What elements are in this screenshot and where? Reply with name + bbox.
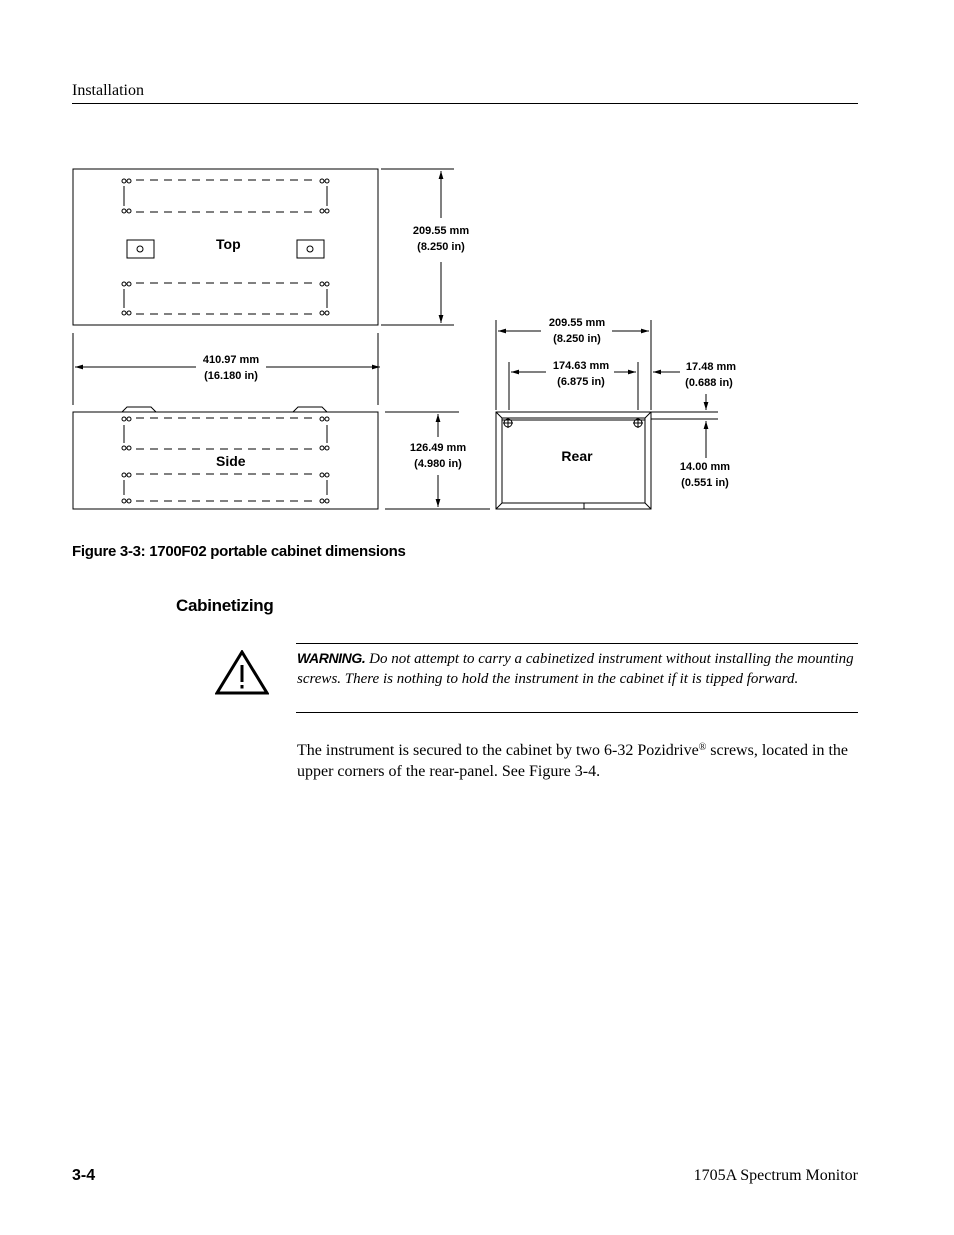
width-dimension — [73, 333, 380, 405]
figure-caption: Figure 3-3: 1700F02 portable cabinet dimensions — [72, 543, 406, 560]
page-number: 3-4 — [72, 1167, 96, 1184]
rear-width-in: (8.250 in) — [553, 333, 601, 345]
side-view-label: Side — [216, 453, 246, 469]
cabinet-dimensions-figure — [0, 0, 954, 530]
warning-body: Do not attempt to carry a cabinetized instrument without installing the mounting screws. There is nothing to hold the instrument in the cabinet if it is tipped forward. — [297, 651, 854, 687]
side-height-mm: 126.49 mm — [409, 442, 467, 454]
width-in: (16.180 in) — [204, 370, 258, 382]
top-view-label: Top — [216, 236, 241, 252]
warning-notice — [297, 648, 859, 689]
rear-vertical-mm: 14.00 mm — [679, 461, 731, 473]
rear-inner-in: (6.875 in) — [557, 376, 605, 388]
rear-vertical-in: (0.551 in) — [681, 477, 729, 489]
body-paragraph — [297, 737, 859, 782]
rear-vertical-dimension — [651, 394, 718, 458]
rear-offset-mm: 17.48 mm — [685, 361, 737, 373]
document-title: 1705A Spectrum Monitor — [693, 1167, 858, 1184]
body-text-before: The instrument is secured to the cabinet by two 6-32 Pozidrive — [297, 742, 699, 759]
cabinet-drawing — [0, 0, 954, 530]
top-height-mm: 209.55 mm — [412, 225, 470, 237]
rear-width-mm: 209.55 mm — [548, 317, 606, 329]
warning-triangle-icon — [215, 650, 269, 696]
section-heading: Cabinetizing — [176, 596, 274, 615]
rear-view-label: Rear — [561, 448, 593, 464]
rear-inner-mm: 174.63 mm — [552, 360, 610, 372]
running-header: Installation — [72, 82, 144, 99]
body-text-after: screws, located in the upper corners of the rear-panel. See Figure 3-4. — [297, 742, 849, 780]
top-height-in: (8.250 in) — [417, 241, 465, 253]
side-height-in: (4.980 in) — [414, 458, 462, 470]
rear-offset-in: (0.688 in) — [685, 377, 733, 389]
registered-mark: ® — [698, 742, 707, 753]
warning-top-rule — [296, 643, 858, 644]
warning-bottom-rule — [296, 712, 858, 713]
warning-label: WARNING. — [297, 650, 366, 666]
width-mm: 410.97 mm — [202, 354, 260, 366]
